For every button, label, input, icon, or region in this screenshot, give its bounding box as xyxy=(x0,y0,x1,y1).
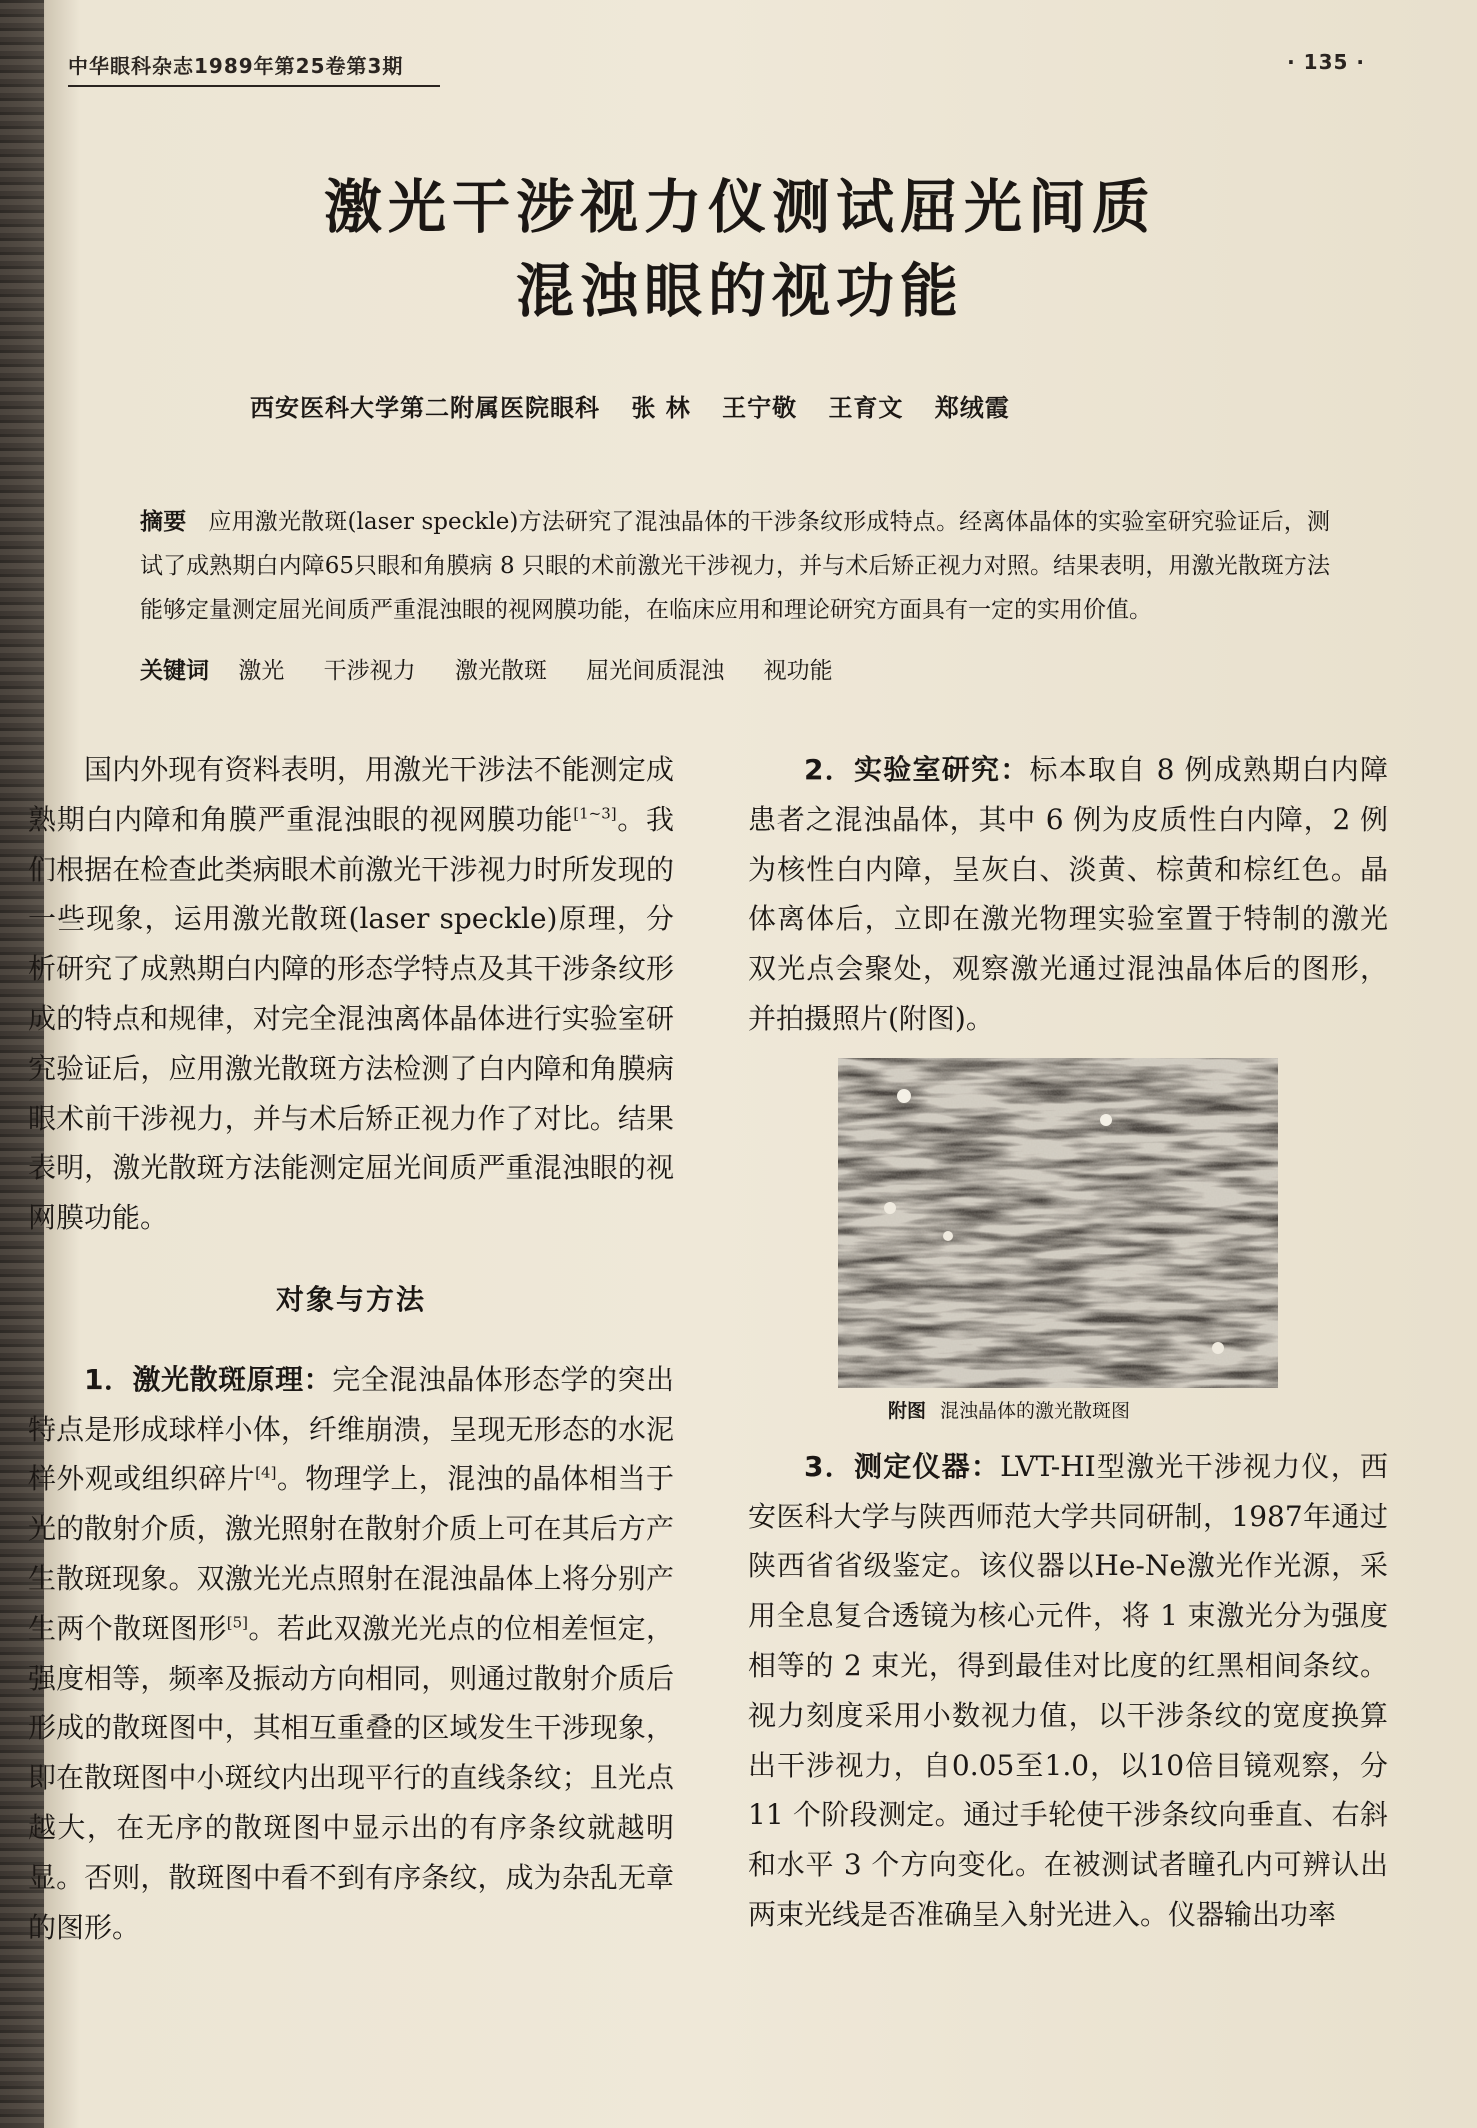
citation-intro: [1~3] xyxy=(573,804,617,823)
keywords xyxy=(140,652,1330,685)
abstract-text: 应用激光散斑(laser speckle)方法研究了混浊晶体的干涉条纹形成特点。经离体晶体的实验室研究验证后，测试了成熟期白内障65只眼和角膜病 8 只眼的术前激光干涉视力，并与术后矫正视力对照。结果表明，用激光散斑方法能够定量测定屈光间质严重混浊眼的视网膜功能，在临床应用和理论研究方面具有一定的实用价值。 xyxy=(140,509,1330,623)
abstract xyxy=(140,500,1330,632)
keyword-5: 视功能 xyxy=(763,658,833,684)
method-3-lead: 3．测定仪器： xyxy=(804,1449,1001,1483)
page-number: · 135 · xyxy=(1287,50,1365,74)
method-1-text-a: 完全混浊晶体形态学的突出特点是形成球样小体，纤维崩溃，呈现无形态的水泥样外观或组织碎片 xyxy=(28,1362,674,1496)
citation-5: [5] xyxy=(226,1613,249,1632)
author-1: 张 林 xyxy=(631,393,691,422)
keywords-label: 关键词 xyxy=(140,658,209,684)
method-paragraph-2 xyxy=(748,745,1388,1044)
right-column xyxy=(748,745,1388,1940)
title-line-2: 混浊眼的视功能 xyxy=(515,257,964,325)
figure-label: 附图 xyxy=(888,1399,927,1422)
method-1-text-b: 。物理学上，混浊的晶体相当于光的散射介质，激光照射在散射介质上可在其后方产生散斑现象。双激光光点照射在混浊晶体上将分别产生两个散斑图形 xyxy=(28,1462,674,1645)
method-3-text: LVT-HI型激光干涉视力仪，西安医科大学与陕西师范大学共同研制，1987年通过陕西省省级鉴定。该仪器以He-Ne激光作光源，采用全息复合透镜为核心元件，将 1 束激光分为强度相等的 2 束光，得到最佳对比度的红黑相间条纹。视力刻度采用小数视力值，以干涉条纹的宽度换算出干涉视力，自0.05至1.0，以10倍目镜观察，分 11 个阶段测定。通过手轮使干涉条纹向垂直、右斜和水平 3 个方向变化。在被测试者瞳孔内可辨认出两束光线是否准确呈入射光进入。仪器输出功率 xyxy=(748,1449,1389,1931)
left-column xyxy=(28,745,674,1952)
title-line-1: 激光干涉视力仪测试屈光间质 xyxy=(323,173,1156,241)
citation-4: [4] xyxy=(255,1464,277,1483)
figure-caption-text: 混浊晶体的激光散斑图 xyxy=(940,1399,1131,1422)
method-paragraph-1 xyxy=(28,1355,674,1953)
method-2-text: 标本取自 8 例成熟期白内障患者之混浊晶体，其中 6 例为皮质性白内障，2 例为核性白内障，呈灰白、淡黄、棕黄和棕红色。晶体离体后，立即在激光物理实验室置于特制的激光双光点会聚处，观察激光通过混浊晶体后的图形，并拍摄照片(附图)。 xyxy=(748,753,1389,1035)
author-4: 郑绒霞 xyxy=(934,393,1010,422)
keyword-4: 屈光间质混浊 xyxy=(586,658,725,684)
speckle-figure xyxy=(838,1058,1278,1388)
method-1-lead: 1．激光散斑原理： xyxy=(84,1362,333,1396)
figure-caption xyxy=(888,1396,1388,1426)
speckle-pattern-image xyxy=(838,1058,1278,1388)
abstract-label: 摘要 xyxy=(140,509,187,535)
keyword-3: 激光散斑 xyxy=(454,658,547,684)
section-heading: 对象与方法 xyxy=(275,1282,426,1316)
keyword-2: 干涉视力 xyxy=(323,658,416,684)
author-3: 王育文 xyxy=(828,393,904,422)
running-head-journal: 中华眼科杂志1989年第25卷第3期 xyxy=(68,50,440,87)
method-paragraph-3 xyxy=(748,1442,1388,1940)
method-2-lead: 2．实验室研究： xyxy=(804,753,1030,786)
author-2: 王宁敬 xyxy=(722,393,798,422)
keyword-1: 激光 xyxy=(238,658,285,684)
method-1-text-c: 。若此双激光光点的位相差恒定，强度相等，频率及振动方向相同，则通过散射介质后形成的散斑图中，其相互重叠的区域发生干涉现象，即在散斑图中小斑纹内出现平行的直线条纹；且光点越大，在无序的散斑图中显示出的有序条纹就越明显。否则，散斑图中看不到有序条纹，成为杂乱无章的图形。 xyxy=(28,1611,674,1944)
intro-text-a: 国内外现有资料表明，用激光干涉法不能测定成熟期白内障和角膜严重混浊眼的视网膜功能 xyxy=(28,753,674,836)
affiliation-line xyxy=(250,388,1250,423)
intro-paragraph xyxy=(28,745,674,1243)
affiliation: 西安医科大学第二附属医院眼科 xyxy=(250,393,600,422)
article-title xyxy=(140,165,1340,333)
intro-text-b: 。我们根据在检查此类病眼术前激光干涉视力时所发现的一些现象，运用激光散斑(laser speckle)原理，分析研究了成熟期白内障的形态学特点及其干涉条纹形成的特点和规律，对完全混浊离体晶体进行实验室研究验证后，应用激光散斑方法检测了白内障和角膜病眼术前干涉视力，并与术后矫正视力作了对比。结果表明，激光散斑方法能测定屈光间质严重混浊眼的视网膜功能。 xyxy=(28,802,674,1235)
